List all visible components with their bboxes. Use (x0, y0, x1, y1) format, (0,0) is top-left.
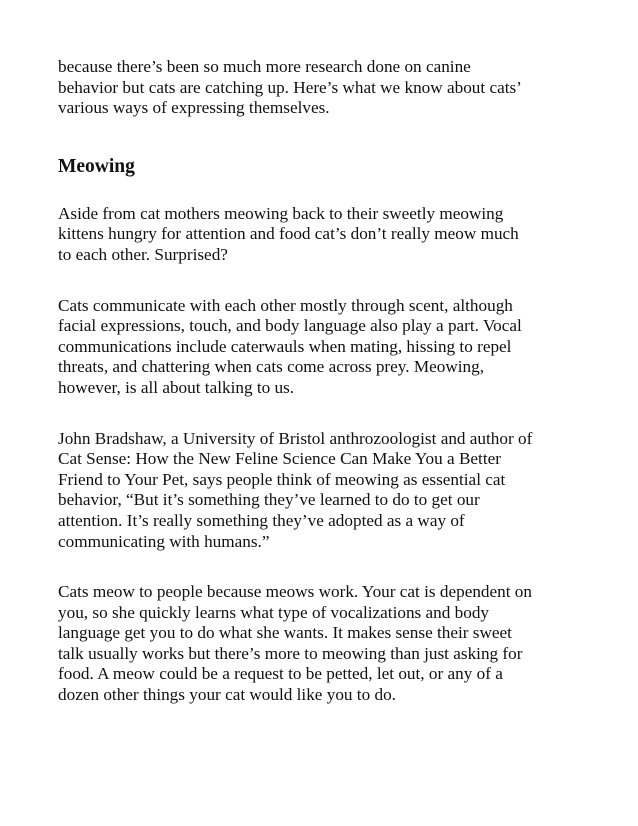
document-body (58, 57, 598, 706)
text-line: John Bradshaw, a University of Bristol anthrozoologist and author of (58, 428, 533, 448)
text-line: attention. It’s really something they’ve adopted as a way of (58, 510, 465, 530)
intro-paragraph (58, 57, 598, 119)
text-line: behavior, “But it’s something they’ve learned to do to get our (58, 490, 480, 510)
text-line: however, is all about talking to us. (58, 377, 295, 397)
text-line: kittens hungry for attention and food cat’s don’t really meow much (58, 224, 519, 244)
paragraph-bradshaw-quote (58, 429, 598, 553)
text-line: Cat Sense: How the New Feline Science Can Make You a Better (58, 449, 501, 469)
text-line: dozen other things your cat would like you to do. (58, 685, 396, 705)
text-line: facial expressions, touch, and body language also play a part. Vocal (58, 316, 522, 336)
text-line: Cats communicate with each other mostly through scent, although (58, 295, 513, 315)
text-line: communications include caterwauls when mating, hissing to repel (58, 336, 512, 356)
paragraph-cat-mothers (58, 204, 598, 266)
text-line: threats, and chattering when cats come across prey. Meowing, (58, 357, 485, 377)
text-line: language get you to do what she wants. It makes sense their sweet (58, 623, 512, 643)
text-line: talk usually works but there’s more to meowing than just asking for (58, 643, 523, 663)
text-line: Friend to Your Pet, says people think of meowing as essential cat (58, 469, 506, 489)
text-line: you, so she quickly learns what type of vocalizations and body (58, 602, 490, 622)
text-line: Aside from cat mothers meowing back to their sweetly meowing (58, 203, 504, 223)
text-line: to each other. Surprised? (58, 244, 228, 264)
text-line: Cats meow to people because meows work. Your cat is dependent on (58, 582, 532, 602)
paragraph-cat-communication (58, 296, 598, 399)
text-line: because there’s been so much more research done on canine (58, 57, 471, 76)
text-line: behavior but cats are catching up. Here’s what we know about cats’ (58, 77, 522, 97)
text-line: communicating with humans.” (58, 531, 270, 551)
paragraph-meows-work (58, 582, 598, 706)
text-line: various ways of expressing themselves. (58, 98, 330, 118)
section-heading: Meowing (58, 155, 135, 177)
text-line: food. A meow could be a request to be petted, let out, or any of a (58, 664, 503, 684)
